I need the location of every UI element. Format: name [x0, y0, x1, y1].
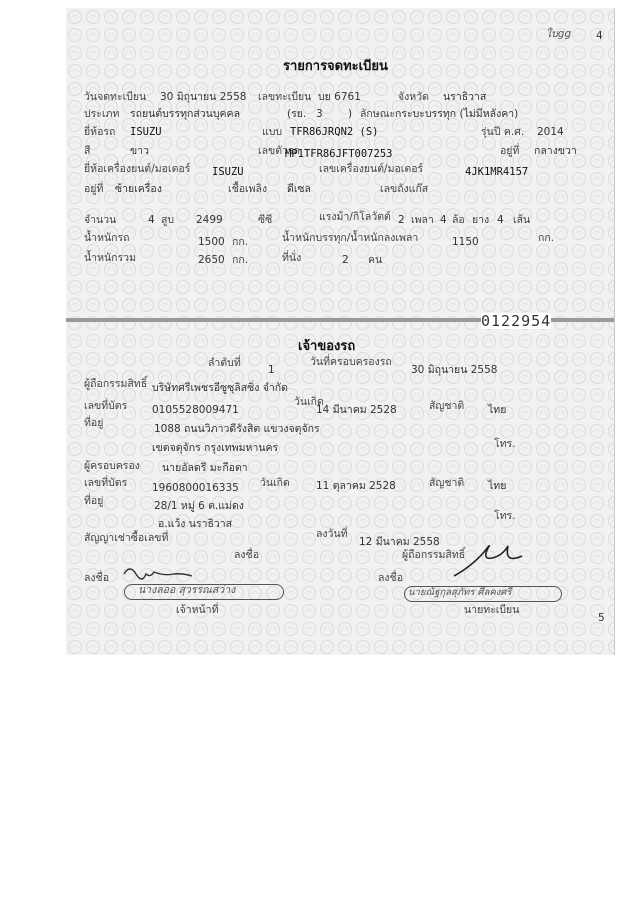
axles-value: 2 — [398, 214, 405, 226]
officer-caption: เจ้าหน้าที่ — [176, 604, 219, 616]
type-label: ประเภท — [84, 108, 120, 120]
load-value: 1150 — [452, 236, 479, 248]
possessor-addr-label: ที่อยู่ — [84, 495, 104, 507]
color-label: สี — [84, 145, 91, 157]
possessor-phone-label: โทร. — [494, 510, 516, 522]
style-label: ลักษณะ — [360, 108, 396, 120]
possessor-card-label: เลขที่บัตร — [84, 477, 128, 489]
total-unit: กก. — [232, 254, 249, 266]
reg-no-value: บย 6761 — [318, 91, 361, 103]
registrar-caption: นายทะเบียน — [464, 604, 520, 616]
possessor-nationality-label: สัญชาติ — [429, 477, 465, 489]
chassis-pos-label: อยู่ที่ — [500, 145, 520, 157]
owner-addr-label: ที่อยู่ — [84, 417, 104, 429]
possessor-addr-line2: อ.แว้ง นราธิวาส — [158, 518, 233, 530]
model-value: TFR86JRQN2 (S) — [290, 126, 379, 138]
engine-brand-value: ISUZU — [212, 166, 244, 178]
type-value: รถยนต์บรรทุกส่วนบุคคล — [130, 108, 240, 120]
owner-title: เจ้าของรถ — [298, 339, 356, 354]
cylinders-unit: สูบ — [161, 214, 175, 226]
seats-unit: คน — [368, 254, 383, 266]
sign-label-left-top: ลงชื่อ — [234, 549, 259, 561]
registrar-signature — [446, 538, 526, 582]
count-label: จำนวน — [84, 214, 117, 226]
rb-suffix: ) — [348, 108, 353, 120]
owner-card-label: เลขที่บัตร — [84, 400, 128, 412]
year-value: 2014 — [537, 126, 564, 138]
seats-value: 2 — [342, 254, 349, 266]
registration-sheet — [66, 8, 615, 655]
tires-label: ยาง — [472, 214, 490, 226]
wheels-value: 4 — [440, 214, 447, 226]
brand-value: ISUZU — [130, 126, 162, 138]
cylinders-value: 4 — [148, 214, 155, 226]
owner-value: บริษัทศรีเพชรอีซูซุลิสซิ่ง จำกัด — [152, 382, 288, 394]
engine-no-value: 4JK1MR4157 — [465, 166, 529, 178]
load-unit: กก. — [538, 232, 555, 244]
possessor-addr-line1: 28/1 หมู่ 6 ต.แม่ดง — [154, 500, 244, 512]
page-number: 5 — [598, 612, 605, 624]
possess-date-label: วันที่ครอบครองรถ — [310, 356, 392, 368]
weight-value: 1500 — [198, 236, 225, 248]
corner-handwriting: ใบgg — [546, 28, 572, 40]
weight-label: น้ำหนักรถ — [84, 232, 130, 244]
owner-nationality-label: สัญชาติ — [429, 400, 465, 412]
fuel-label: เชื้อเพลิง — [228, 183, 268, 195]
weight-unit: กก. — [232, 236, 249, 248]
possessor-name: นายอัลดรี มะกือตา — [162, 462, 248, 474]
possessor-card-value: 1960800016335 — [152, 482, 239, 494]
possessor-birth-value: 11 ตุลาคม 2528 — [316, 480, 396, 492]
tires-value: 4 — [497, 214, 504, 226]
owner-label: ผู้ถือกรรมสิทธิ์ — [84, 378, 148, 390]
axles-unit: เพลา — [411, 214, 434, 226]
total-value: 2650 — [198, 254, 225, 266]
owner-phone-label: โทร. — [494, 438, 516, 450]
serial-number: 0122954 — [481, 312, 552, 330]
chassis-value: MP1TFR86JFT007253 — [285, 148, 393, 160]
reg-no-label: เลขทะเบียน — [258, 91, 312, 103]
owner-nationality-value: ไทย — [488, 404, 507, 416]
cc-value: 2499 — [196, 214, 223, 226]
hp-label: แรงม้า/กิโลวัตต์ — [319, 211, 391, 223]
chassis-label: เลขตัวรถ — [258, 145, 300, 157]
sign-label-right: ลงชื่อ — [378, 572, 403, 584]
tires-unit: เส้น — [513, 214, 531, 226]
reg-date-value: 30 มิถุนายน 2558 — [160, 91, 247, 103]
fuel-value: ดีเซล — [287, 183, 311, 195]
security-pattern — [66, 8, 614, 655]
gas-tank-label: เลขถังแก๊ส — [380, 183, 429, 195]
owner-addr-line2: เขตจตุจักร กรุงเทพมหานคร — [152, 442, 279, 454]
possessor-birth-label: วันเกิด — [260, 477, 290, 489]
possessor-label: ผู้ครอบครอง — [84, 460, 140, 472]
style-value: กระบะบรรทุก (ไม่มีหลังคา) — [395, 108, 519, 120]
possessor-nationality-value: ไทย — [488, 480, 507, 492]
seats-label: ที่นั่ง — [282, 252, 302, 264]
officer-stamp-name: นางลออ สุวรรณสว่าง — [138, 584, 236, 596]
owner-birth-value: 14 มีนาคม 2528 — [316, 404, 397, 416]
order-value: 1 — [268, 364, 275, 376]
rb-value: 3 — [316, 108, 323, 120]
order-label: ลำดับที่ — [208, 357, 241, 369]
total-label: น้ำหนักรวม — [84, 252, 136, 264]
officer-signature — [120, 560, 200, 584]
chassis-pos-value: กลางขวา — [534, 145, 577, 157]
province-value: นราธิวาส — [443, 91, 487, 103]
registrar-stamp-name: นายณัฐกุลสุภัทร ศีลคงศรี — [408, 587, 512, 598]
contract-label: สัญญาเช่าซื้อเลขที่ — [84, 532, 169, 544]
province-label: จังหวัด — [398, 91, 429, 103]
engine-brand-label: ยี่ห้อเครื่องยนต์/มอเตอร์ — [84, 163, 191, 175]
contract-date-label: ลงวันที่ — [316, 528, 348, 540]
year-label: รุ่นปี ค.ศ. — [481, 126, 525, 138]
rb-prefix: (รย. — [287, 108, 307, 120]
load-label: น้ำหนักบรรทุก/น้ำหนักลงเพลา — [282, 232, 419, 244]
engine-pos-value: ซ้ายเครื่อง — [115, 183, 162, 195]
owner-card-value: 0105528009471 — [152, 404, 239, 416]
engine-pos-label: อยู่ที่ — [84, 183, 104, 195]
owner-addr-line1: 1088 ถนนวิภาวดีรังสิต แขวงจตุจักร — [154, 423, 320, 435]
contract-date-value: 12 มีนาคม 2558 — [359, 536, 440, 548]
reg-date-label: วันจดทะเบียน — [84, 91, 147, 103]
cc-unit: ซีซี — [258, 214, 273, 226]
possess-date-value: 30 มิถุนายน 2558 — [411, 364, 498, 376]
doc-title: รายการจดทะเบียน — [283, 59, 388, 74]
owner-birth-label: วันเกิด — [294, 396, 324, 408]
owner-caption: ผู้ถือกรรมสิทธิ์ — [402, 549, 466, 561]
model-label: แบบ — [262, 126, 283, 138]
corner-number: 4 — [596, 30, 603, 42]
engine-no-label: เลขเครื่องยนต์/มอเตอร์ — [319, 163, 424, 175]
sign-label-left: ลงชื่อ — [84, 572, 109, 584]
wheels-unit: ล้อ — [452, 214, 465, 226]
color-value: ขาว — [130, 145, 149, 157]
brand-label: ยี่ห้อรถ — [84, 126, 116, 138]
